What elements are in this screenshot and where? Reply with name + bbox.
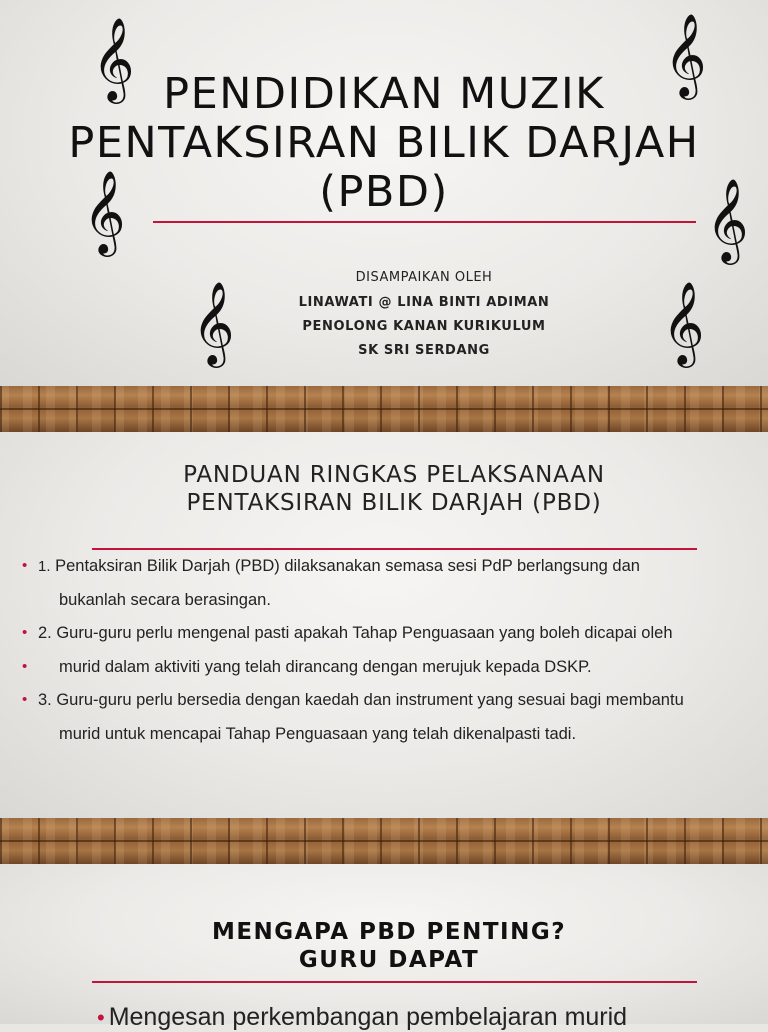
bullet-icon: •: [22, 557, 28, 574]
item-text: 3. Guru-guru perlu bersedia dengan kaedah dan instrument yang sesuai bagi membantu: [38, 691, 684, 709]
item-text: 2. Guru-guru perlu mengenal pasti apakah Tahap Penguasaan yang boleh dicapai oleh: [38, 624, 673, 642]
bullet-icon: •: [22, 657, 28, 675]
treble-clef-icon: 𝄞: [662, 280, 705, 364]
list-item: [22, 686, 752, 720]
bullet-icon: •: [97, 1005, 105, 1030]
title-line: PENDIDIKAN MUZIK: [163, 69, 605, 119]
title-line: PENTAKSIRAN BILIK DARJAH (PBD): [186, 490, 602, 516]
slide-title: [0, 0, 768, 386]
item-text: bukanlah secara berasingan.: [59, 590, 271, 609]
guide-bullet-list: [22, 552, 752, 753]
title-line: PANDUAN RINGKAS PELAKSANAAN: [183, 462, 605, 488]
guide-title: [0, 461, 768, 517]
presenter-name: LINAWATI @ LINA BINTI ADIMAN: [298, 295, 550, 310]
list-item-continuation: [22, 720, 752, 754]
list-item: [97, 1003, 627, 1032]
list-item: [22, 552, 752, 586]
bullet-icon: •: [22, 624, 28, 641]
why-pbd-divider: [92, 981, 697, 983]
why-pbd-title: [0, 918, 768, 974]
item-text: Pentaksiran Bilik Darjah (PBD) dilaksanakan semasa sesi PdP berlangsung dan: [50, 557, 640, 575]
title-line: GURU DAPAT: [298, 947, 480, 973]
title-line: PENTAKSIRAN BILIK DARJAH: [68, 118, 700, 168]
wood-floor-divider: [0, 386, 768, 432]
item-text: murid dalam aktiviti yang telah dirancang dengan merujuk kepada DSKP.: [59, 657, 592, 676]
presented-by-label: DISAMPAIKAN OLEH: [355, 270, 493, 285]
list-item-continuation: [22, 586, 752, 620]
presenter-position: PENOLONG KANAN KURIKULUM: [302, 319, 546, 334]
list-item: [22, 653, 752, 687]
title-divider: [153, 221, 696, 223]
bullet-icon: •: [22, 691, 28, 708]
slide-title-heading: [0, 70, 768, 217]
title-line: MENGAPA PBD PENTING?: [211, 919, 567, 945]
treble-clef-icon: 𝄞: [706, 177, 749, 261]
guide-title-divider: [92, 548, 697, 550]
item-number: 1.: [38, 558, 51, 575]
treble-clef-icon: 𝄞: [92, 16, 135, 100]
treble-clef-icon: 𝄞: [664, 12, 707, 96]
treble-clef-icon: 𝄞: [83, 169, 126, 253]
wood-floor-divider: [0, 818, 768, 864]
presenter-school: SK SRI SERDANG: [358, 343, 490, 358]
list-item: [22, 619, 752, 653]
title-line: (PBD): [319, 167, 449, 217]
treble-clef-icon: 𝄞: [192, 280, 235, 364]
item-text: Mengesan perkembangan pembelajaran murid: [108, 1003, 628, 1031]
item-text: murid untuk mencapai Tahap Penguasaan yang telah dikenalpasti tadi.: [59, 724, 577, 743]
